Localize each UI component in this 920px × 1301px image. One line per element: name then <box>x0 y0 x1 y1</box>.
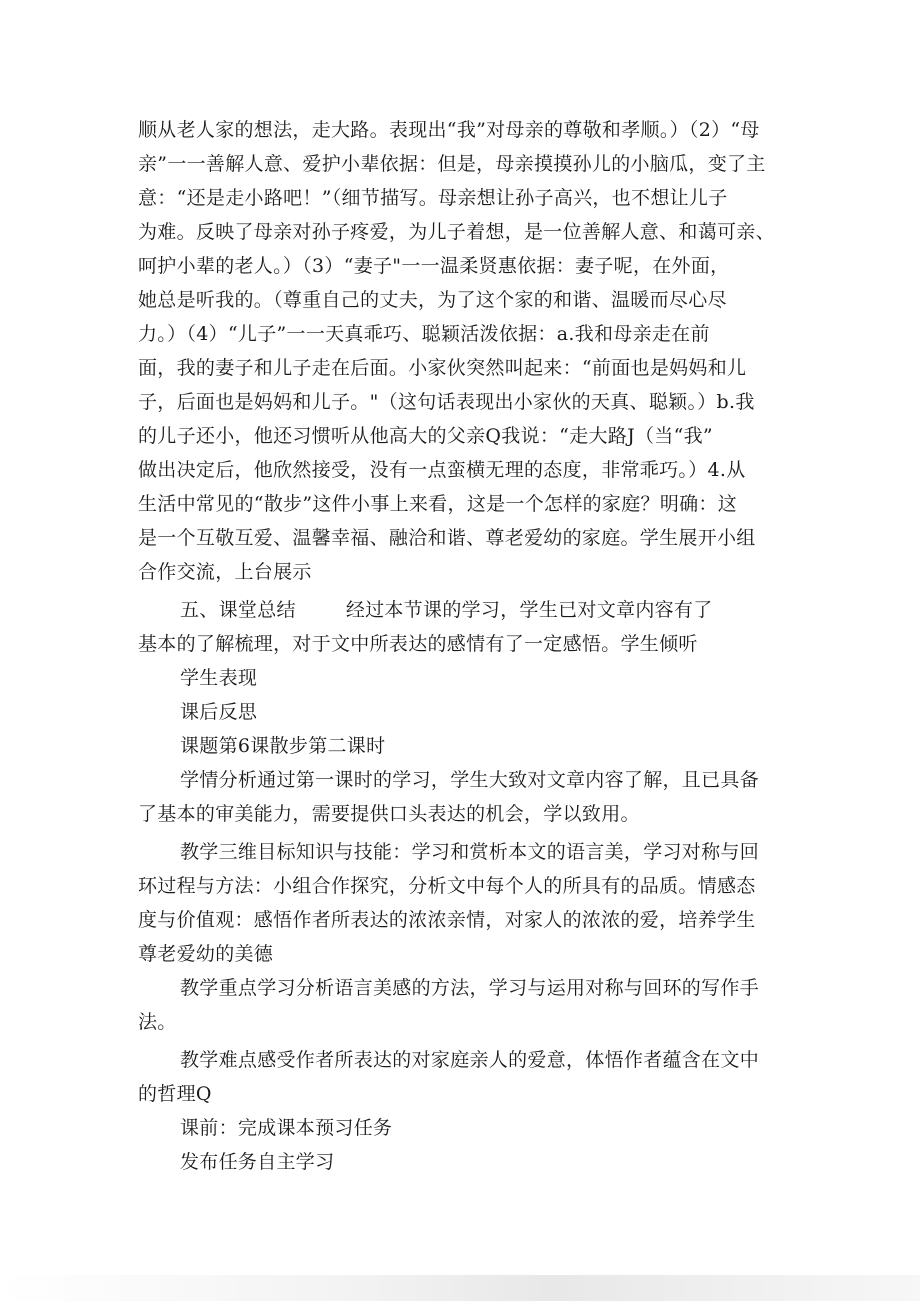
summary-text: 经过本节课的学习，学生已对文章内容有了 <box>345 599 713 621</box>
analysis-line: 学情分析通过第一课时的学习，学生大致对文章内容了解，且已具备 <box>180 769 760 791</box>
preclass-line: 课前：完成课本预习任务 <box>180 1117 393 1139</box>
analysis-line: 了基本的审美能力，需要提供口头表达的机会，学以致用。 <box>138 803 640 825</box>
body-line: 她总是听我的。（尊重自己的丈夫，为了这个家的和谐、温暖而尽心尽 <box>138 289 727 311</box>
objectives-line: 教学三维目标知识与技能：学习和赏析本文的语言美，学习对称与回 <box>180 841 760 863</box>
body-line: 呵护小辈的老人。）（3）“妻子"一一温柔贤惠依据：妻子呢，在外面， <box>138 255 730 277</box>
body-line: 力。）（4）“儿子”一一天真乖巧、聪颖活泼依据：a.我和母亲走在前 <box>138 323 710 345</box>
body-line: 为难。反映了母亲对孙子疼爱，为儿子着想，是一位善解人意、和蔼可亲、 <box>138 221 775 243</box>
objectives-line: 环过程与方法：小组合作探究，分析文中每个人的所具有的品质。情感态 <box>138 875 756 897</box>
body-line: 亲”一一善解人意、爱护小辈依据：但是，母亲摸摸孙儿的小脑瓜，变了主 <box>138 153 766 175</box>
summary-line <box>180 597 840 623</box>
body-line: 面，我的妻子和儿子走在后面。小家伙突然叫起来：“前面也是妈妈和儿 <box>138 357 747 379</box>
body-line: 合作交流，上台展示 <box>138 561 312 583</box>
student-performance-label: 学生表现 <box>180 667 258 689</box>
body-line: 生活中常见的“散步”这件小事上来看，这是一个怎样的家庭？明确：这 <box>138 493 738 515</box>
difficulties-line: 的哲理Q <box>138 1083 212 1105</box>
key-points-line: 法。 <box>138 1011 177 1033</box>
summary-heading: 五、课堂总结 <box>180 599 296 621</box>
lesson-title: 课题第6课散步第二课时 <box>180 735 386 757</box>
difficulties-line: 教学难点感受作者所表达的对家庭亲人的爱意，体悟作者蕴含在文中 <box>180 1049 760 1071</box>
summary-continuation: 基本的了解梳理，对于文中所表达的感情有了一定感悟。学生倾听 <box>138 633 698 655</box>
key-points-line: 教学重点学习分析语言美感的方法，学习与运用对称与回环的写作手 <box>180 977 760 999</box>
page-bottom-shade <box>0 1275 920 1301</box>
body-line: 是一个互敬互爱、温馨幸福、融洽和谐、尊老爱幼的家庭。学生展开小组 <box>138 527 756 549</box>
reflection-label: 课后反思 <box>180 701 258 723</box>
body-line: 的儿子还小，他还习惯听从他高大的父亲Q我说：“走大路J（当“我” <box>138 425 713 447</box>
task-line: 发布任务自主学习 <box>180 1151 335 1173</box>
objectives-line: 度与价值观：感悟作者所表达的浓浓亲情，对家人的浓浓的爱，培养学生 <box>138 909 756 931</box>
body-line: 顺从老人家的想法，走大路。表现出“我”对母亲的尊敬和孝顺。）（2）“母 <box>138 119 760 141</box>
body-line: 做出决定后，他欣然接受，没有一点蛮横无理的态度，非常乖巧。）4.从 <box>138 459 746 481</box>
objectives-line: 尊老爱幼的美德 <box>138 943 274 965</box>
body-line: 意：“还是走小路吧！”（细节描写。母亲想让孙子高兴，也不想让儿子 <box>138 187 728 209</box>
body-line: 子，后面也是妈妈和儿子。"（这句话表现出小家伙的天真、聪颖。）b.我 <box>138 391 755 413</box>
